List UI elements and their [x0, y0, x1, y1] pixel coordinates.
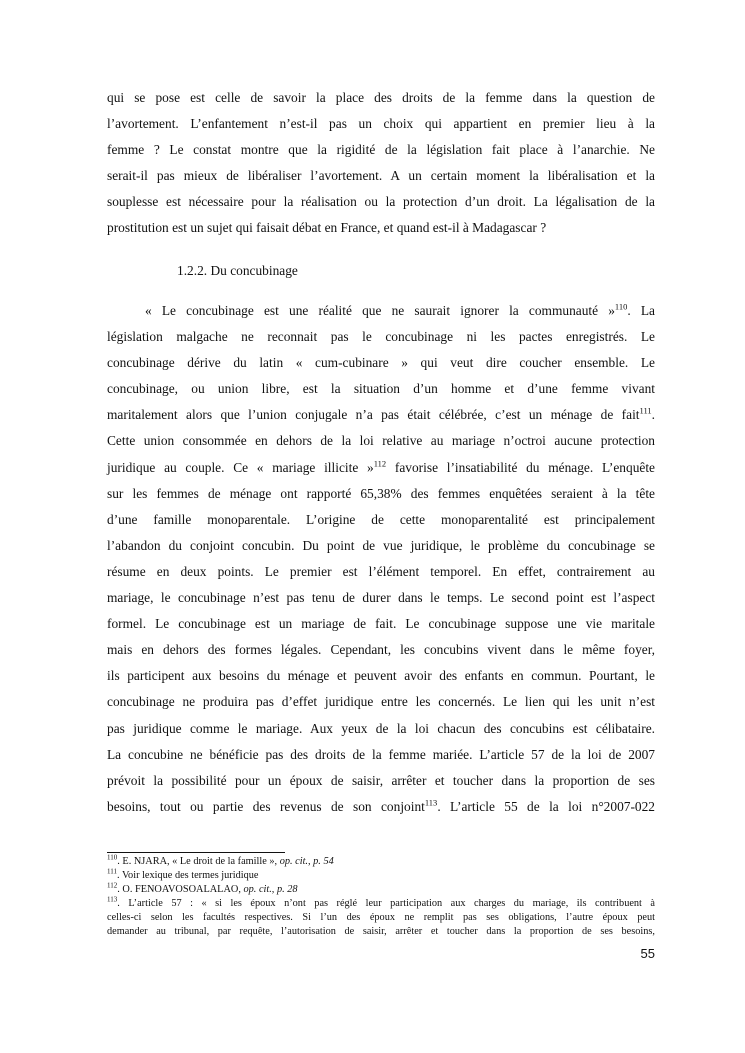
text-line: mais en dehors des formes légales. Cependant, les concubins vivent dans le même foyer,: [107, 642, 655, 658]
footnote-113: [107, 897, 655, 911]
section-heading: 1.2.2. Du concubinage: [177, 263, 298, 278]
text-line: l’abandon du conjoint concubin. Du point de vue juridique, le problème du concubinage se: [107, 537, 655, 553]
footnote-text: . L’article 57 : « si les époux n’ont pas réglé leur participation aux charges du mariage, ils contribuent à: [117, 898, 655, 909]
text-line: prévoit la possibilité pour un époux de saisir, arrêter et toucher dans la proportion de ses: [107, 772, 655, 788]
footnote-text: . O. FENOAVOSOALALAO,: [117, 884, 244, 895]
page-number: 55: [640, 946, 655, 961]
text-line: prostitution est un sujet qui faisait débat en France, et quand est-il à Madagascar ?: [107, 220, 547, 236]
footnote-number: 112: [107, 881, 118, 890]
text-span: besoins, tout ou partie des revenus de son conjoint: [107, 798, 425, 814]
text-line: [107, 402, 655, 428]
text-span: .: [651, 407, 655, 423]
text-line: Cette union consommée en dehors de la loi relative au mariage n’octroi aucune protection: [107, 433, 655, 449]
text-line: concubinage ne produira pas d’effet juridique entre les concernés. Le lien qui les unit n’est: [107, 694, 655, 710]
concubinage-paragraph: [107, 298, 655, 820]
footnote-text: . E. NJARA, « Le droit de la famille »,: [117, 856, 280, 867]
footnote-ref-111[interactable]: 111: [639, 405, 652, 416]
footnote-112: [107, 883, 655, 897]
footnote-number: 110: [107, 853, 118, 862]
footnote-separator: [107, 852, 285, 853]
text-line: l’avortement. L’enfantement n’est-il pas un choix qui appartient en premier lieu à la: [107, 116, 655, 132]
footnotes: [107, 855, 655, 939]
footnote-number: 113: [107, 895, 118, 904]
footnote-ref-110[interactable]: 110: [614, 301, 628, 312]
footnote-113-line: celles-ci selon les facultés respectives. Si l’un des époux ne remplit pas ses obligations, l’autre époux peut: [107, 912, 655, 923]
text-line: résume en deux points. Le premier est l’élément temporel. En effet, contrairement au: [107, 563, 655, 579]
text-line: qui se pose est celle de savoir la place des droits de la femme dans la question de: [107, 90, 655, 105]
footnote-ref-113[interactable]: 113: [424, 797, 438, 808]
text-line: formel. Le concubinage est un mariage de fait. Le concubinage suppose une vie maritale: [107, 616, 655, 632]
footnote-italic: op. cit., p. 28: [243, 884, 298, 895]
text-line: femme ? Le constat montre que la rigidité de la législation fait place à l’anarchie. Ne: [107, 142, 655, 158]
text-line: ils participent aux besoins du ménage et peuvent avoir des enfants en commun. Pourtant, le: [107, 668, 655, 684]
text-line: [107, 794, 655, 820]
text-line: souplesse est nécessaire pour la réalisation ou la protection d’un droit. La légalisation de la: [107, 194, 655, 210]
footnote-110: [107, 855, 655, 869]
text-span: « Le concubinage est une réalité que ne saurait ignorer la communauté »: [145, 303, 615, 318]
text-line: d’une famille monoparentale. L’origine de cette monoparentalité est principalement: [107, 511, 655, 527]
footnote-number: 111: [107, 867, 117, 876]
text-span: favorise l’insatiabilité du ménage. L’enquête: [386, 459, 655, 475]
text-line: [107, 298, 655, 324]
text-span: juridique au couple. Ce « mariage illicite »: [107, 459, 374, 475]
text-span: maritalement alors que l’union conjugale n’a pas était célébrée, c’est un ménage de fait: [107, 407, 640, 423]
text-line: [107, 455, 655, 481]
footnote-italic: p. 54: [310, 856, 334, 867]
footnote-italic: op. cit.,: [279, 856, 311, 867]
text-line: pas juridique comme le mariage. Aux yeux de la loi chacun des concubins est célibataire.: [107, 720, 655, 736]
intro-paragraph: [107, 85, 655, 242]
text-line: législation malgache ne reconnait pas le concubinage ni les pactes enregistrés. Le: [107, 329, 655, 345]
footnote-text: . Voir lexique des termes juridique: [116, 870, 259, 881]
footnote-113-line: demander au tribunal, par requête, l’autorisation de saisir, arrêter et toucher dans la proportion de ses besoins,: [107, 926, 655, 937]
footnote-ref-112[interactable]: 112: [373, 458, 387, 469]
footnote-111: [107, 869, 655, 883]
text-line: mariage, le concubinage n’est pas tenu de durer dans le temps. Le second point est l’aspect: [107, 590, 655, 606]
text-span: . La: [627, 303, 655, 318]
text-span: . L’article 55 de la loi n°2007-022: [437, 798, 655, 814]
text-line: concubinage dérive du latin « cum-cubinare » qui veut dire coucher ensemble. Le: [107, 355, 655, 371]
text-line: sur les femmes de ménage ont rapporté 65,38% des femmes enquêtées seraient à la tête: [107, 485, 655, 501]
text-line: concubinage, ou union libre, est la situation d’un homme et d’une femme vivant: [107, 381, 655, 397]
text-line: La concubine ne bénéficie pas des droits de la femme mariée. L’article 57 de la loi de 2007: [107, 746, 655, 762]
text-line: serait-il pas mieux de libéraliser l’avortement. A un certain moment la libéralisation et la: [107, 168, 655, 184]
